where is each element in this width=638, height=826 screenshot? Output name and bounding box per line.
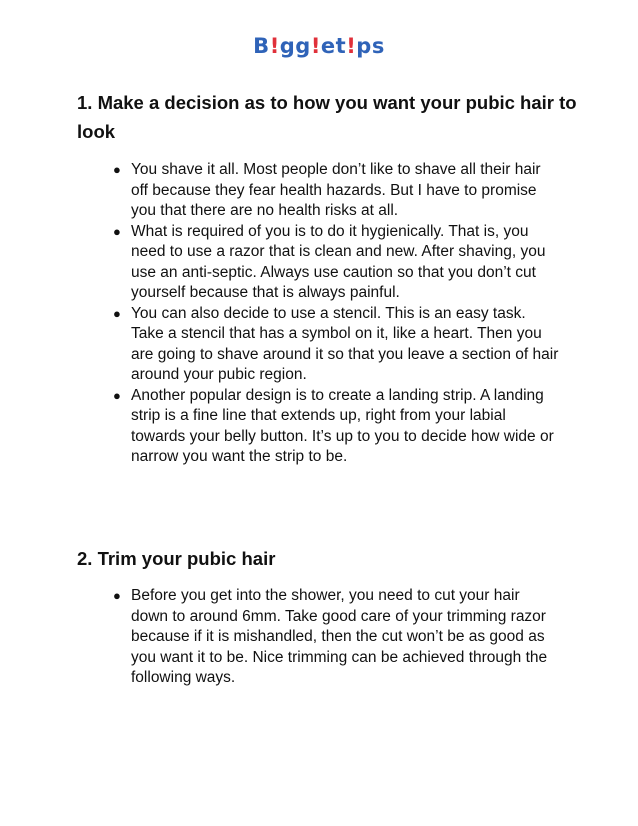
bullet-icon: ● bbox=[113, 223, 121, 239]
list-item-text: What is required of you is to do it hygienically. That is, you need to use a razor that is clean and new. After shaving, you use an anti-septic. Always use caution so that you don’t cut yourself because that is always painful. bbox=[131, 222, 546, 301]
bullet-icon: ● bbox=[113, 588, 121, 603]
logo-part: ! bbox=[346, 34, 357, 58]
list-item bbox=[113, 386, 559, 468]
logo-part: ps bbox=[356, 34, 385, 58]
bullet-icon: ● bbox=[113, 162, 121, 177]
list-item bbox=[113, 222, 559, 304]
list-item-text: Another popular design is to create a landing strip. A landing strip is a fine line that extends up, right from your labial towards your belly button. It’s up to you to decide how wide or narrow you want the strip to be. bbox=[131, 386, 554, 465]
section-1-title: 1. Make a decision as to how you want your pubic hair to look bbox=[77, 92, 577, 142]
list-item-text: Before you get into the shower, you need to cut your hair down to around 6mm. Take good care of your trimming razor because if it is mishandled, then the cut won’t be as good as you want it to be. Nice trimming can be achieved through the following ways. bbox=[131, 587, 548, 686]
list-item bbox=[113, 304, 559, 386]
logo-part: ! bbox=[269, 34, 280, 58]
logo-part: et bbox=[320, 34, 347, 58]
list-item-text: You shave it all. Most people don’t like to shave all their hair off because they fear health hazards. But I have to promise you that there are no health risks at all. bbox=[131, 161, 541, 219]
list-item bbox=[113, 586, 559, 689]
section-1-bullet-list bbox=[113, 160, 559, 468]
logo-part: ! bbox=[310, 34, 321, 58]
list-item bbox=[113, 160, 559, 222]
section-2-title: 2. Trim your pubic hair bbox=[77, 548, 276, 569]
logo-part: gg bbox=[279, 34, 311, 58]
section-2-bullet-list bbox=[113, 586, 559, 689]
bullet-icon: ● bbox=[113, 305, 121, 321]
logo-part: B bbox=[253, 34, 270, 58]
biggietips-logo bbox=[0, 34, 638, 58]
bullet-icon: ● bbox=[113, 387, 121, 403]
list-item-text: You can also decide to use a stencil. This is an easy task. Take a stencil that has a symbol on it, like a heart. Then you are going to shave around it so that you leave a section of hair around your pubic region. bbox=[131, 304, 559, 383]
